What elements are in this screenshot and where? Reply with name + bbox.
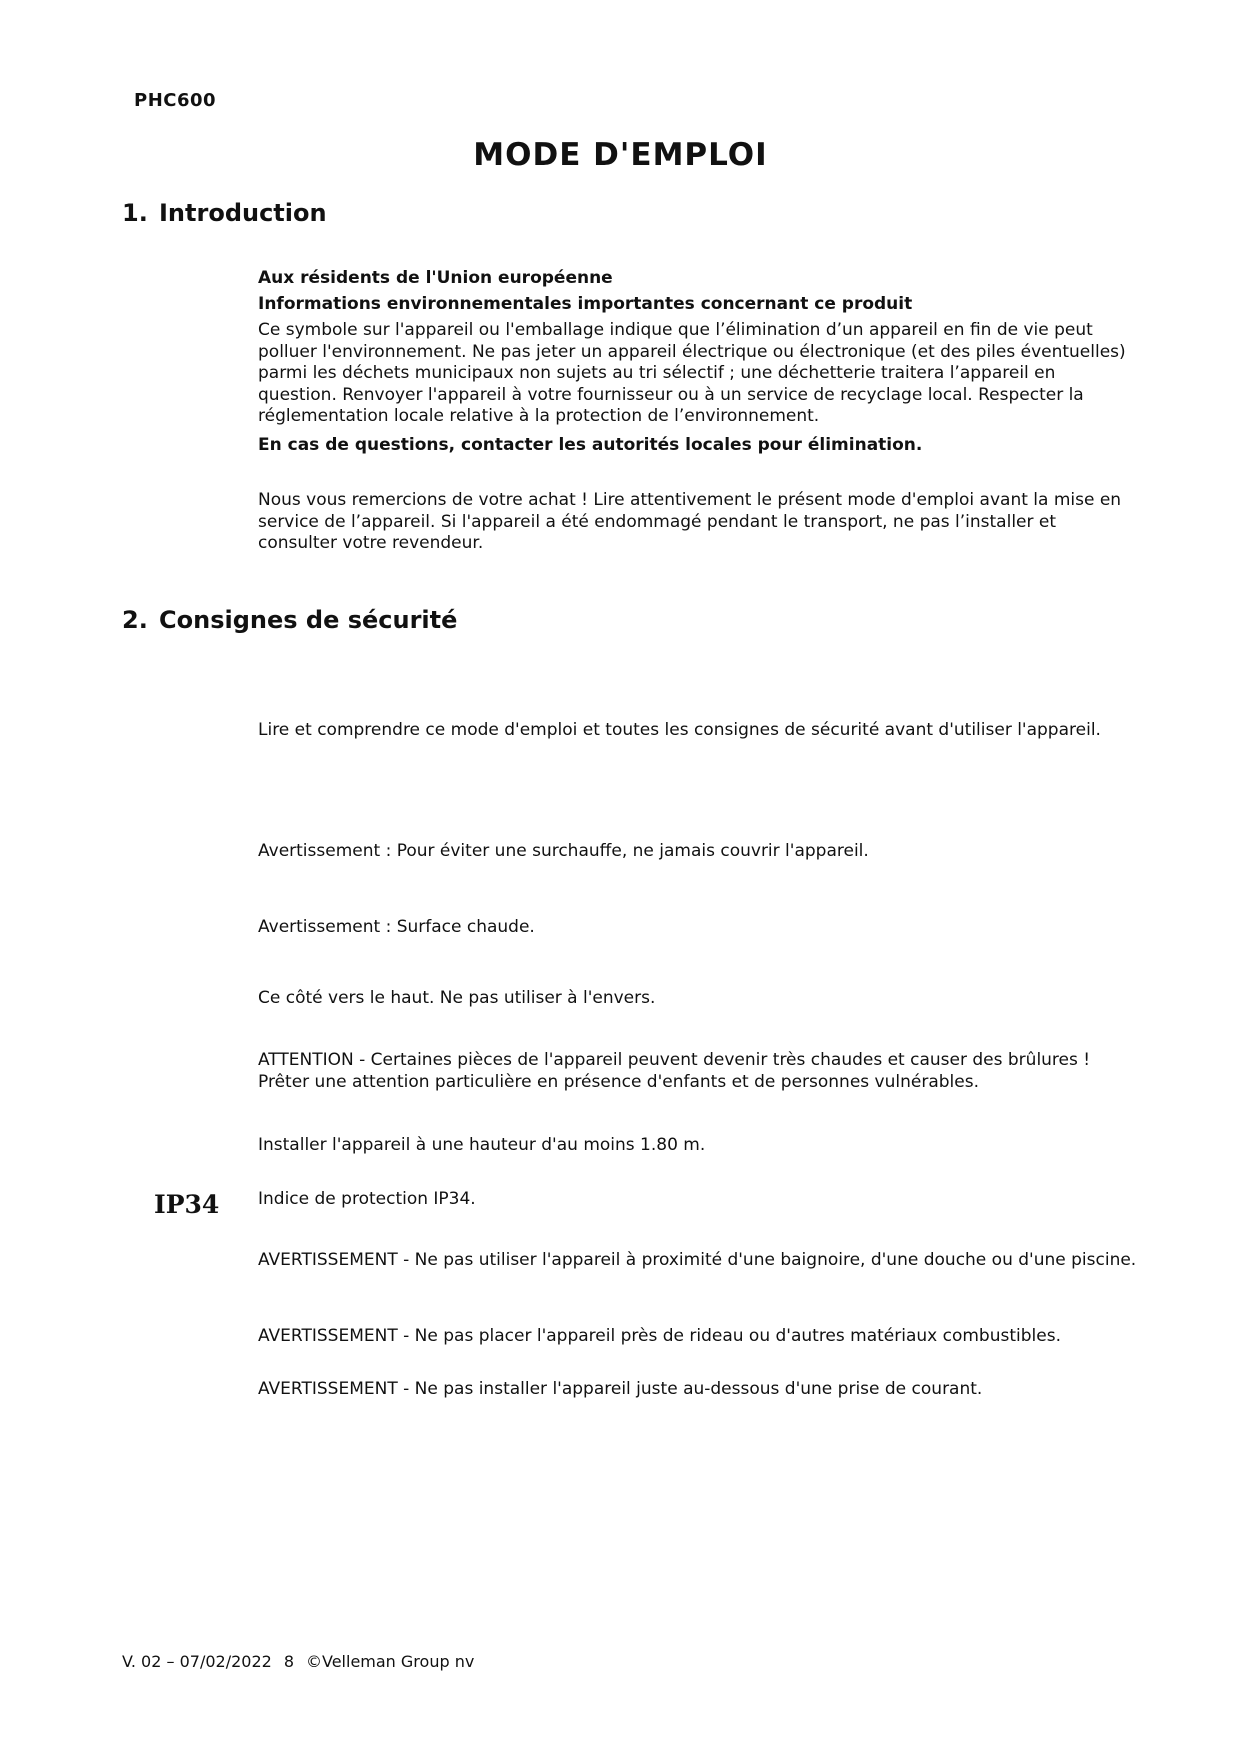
section-heading-introduction: [122, 199, 327, 227]
page-footer: [122, 1652, 486, 1671]
environment-info-paragraph: Ce symbole sur l'appareil ou l'emballage indique que l’élimination d’un appareil en fin de vie peut polluer l'environnement. Ne pas jeter un appareil électrique ou électronique (et des piles éventuelles) parmi les déchets municipaux non sujets au tri sélectif ; une déchetterie traitera l’appareil en question. Renvoyer l'appareil à votre fournisseur ou à un service de recyclage local. Respecter la réglementation locale relative à la protection de l’environnement.: [258, 320, 1126, 426]
environment-info-heading: Informations environnementales importantes concernant ce produit: [258, 294, 913, 314]
section-number: 2.: [122, 606, 148, 634]
safety-item: Avertissement : Pour éviter une surchauffe, ne jamais couvrir l'appareil.: [258, 841, 869, 861]
section-title: Introduction: [159, 199, 327, 227]
safety-item: AVERTISSEMENT - Ne pas installer l'appareil juste au-dessous d'une prise de courant.: [258, 1379, 983, 1399]
footer-copyright: ©Velleman Group nv: [306, 1652, 475, 1671]
section-title: Consignes de sécurité: [159, 606, 458, 634]
section-number: 1.: [122, 199, 148, 227]
section-heading-safety: [122, 606, 457, 634]
eu-residents-heading: Aux résidents de l'Union européenne: [258, 268, 613, 288]
footer-page-number: 8: [283, 1652, 294, 1671]
safety-item: Installer l'appareil à une hauteur d'au moins 1.80 m.: [258, 1135, 706, 1155]
safety-item: ATTENTION - Certaines pièces de l'appareil peuvent devenir très chaudes et causer des brûlures ! Prêter une attention particulière en présence d'enfants et de personnes vulnérables.: [258, 1050, 1091, 1092]
contact-authorities-line: En cas de questions, contacter les autorités locales pour élimination.: [258, 435, 923, 455]
ip34-symbol: IP34: [154, 1190, 220, 1219]
footer-version: V. 02 – 07/02/2022: [122, 1652, 272, 1671]
safety-item: Lire et comprendre ce mode d'emploi et toutes les consignes de sécurité avant d'utiliser l'appareil.: [258, 720, 1101, 740]
model-number: PHC600: [134, 90, 217, 111]
page-title: MODE D'EMPLOI: [473, 137, 768, 173]
safety-item: AVERTISSEMENT - Ne pas placer l'appareil près de rideau ou d'autres matériaux combustibles.: [258, 1326, 1061, 1346]
thanks-paragraph: Nous vous remercions de votre achat ! Lire attentivement le présent mode d'emploi avant la mise en service de l’appareil. Si l'appareil a été endommagé pendant le transport, ne pas l’installer et consulter votre revendeur.: [258, 490, 1122, 553]
safety-item: Indice de protection IP34.: [258, 1189, 476, 1209]
safety-item: Ce côté vers le haut. Ne pas utiliser à l'envers.: [258, 988, 656, 1008]
safety-item: Avertissement : Surface chaude.: [258, 917, 535, 937]
safety-item: AVERTISSEMENT - Ne pas utiliser l'appareil à proximité d'une baignoire, d'une douche ou d'une piscine.: [258, 1250, 1137, 1270]
